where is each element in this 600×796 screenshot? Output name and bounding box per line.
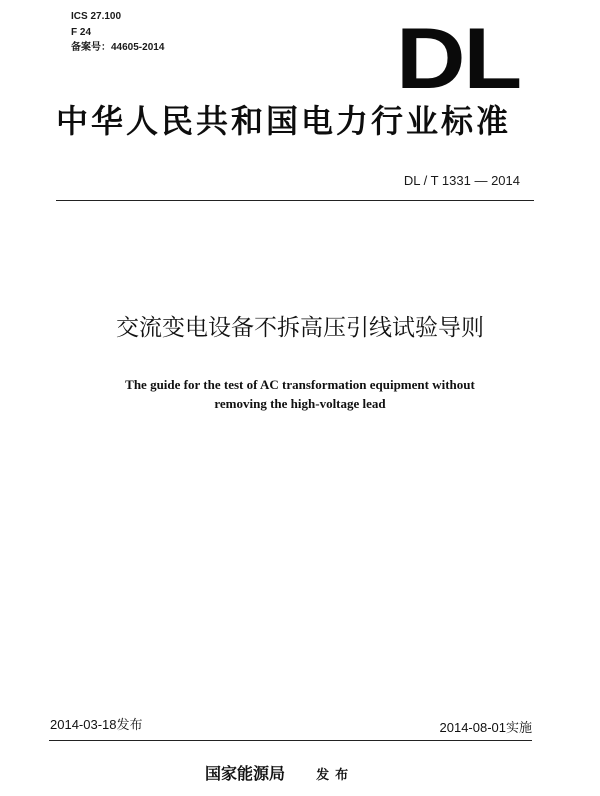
document-title-english [0, 375, 600, 413]
record-number: 备案号：44605-2014 [71, 42, 165, 53]
dl-logo: DL [396, 11, 520, 107]
standard-number: DL / T 1331 — 2014 [403, 173, 520, 188]
ics-code: ICS 27.100 [71, 11, 122, 22]
bottom-divider [49, 740, 532, 741]
publisher-block [205, 764, 354, 786]
implementation-date: 2014-08-01实施 [439, 720, 532, 735]
document-title-chinese: 交流变电设备不拆高压引线试验导则 [116, 315, 484, 341]
english-title-line-2: removing the high-voltage lead [214, 396, 386, 411]
ccs-code: F 24 [71, 27, 92, 38]
issue-date: 2014-03-18发布 [50, 717, 143, 732]
english-title-line-1: The guide for the test of AC transformation equipment without [125, 377, 475, 392]
top-divider [56, 200, 534, 201]
publisher-name: 国家能源局 [205, 764, 286, 783]
publish-action: 发布 [316, 768, 355, 783]
standard-title: 中华人民共和国电力行业标准 [56, 102, 512, 140]
